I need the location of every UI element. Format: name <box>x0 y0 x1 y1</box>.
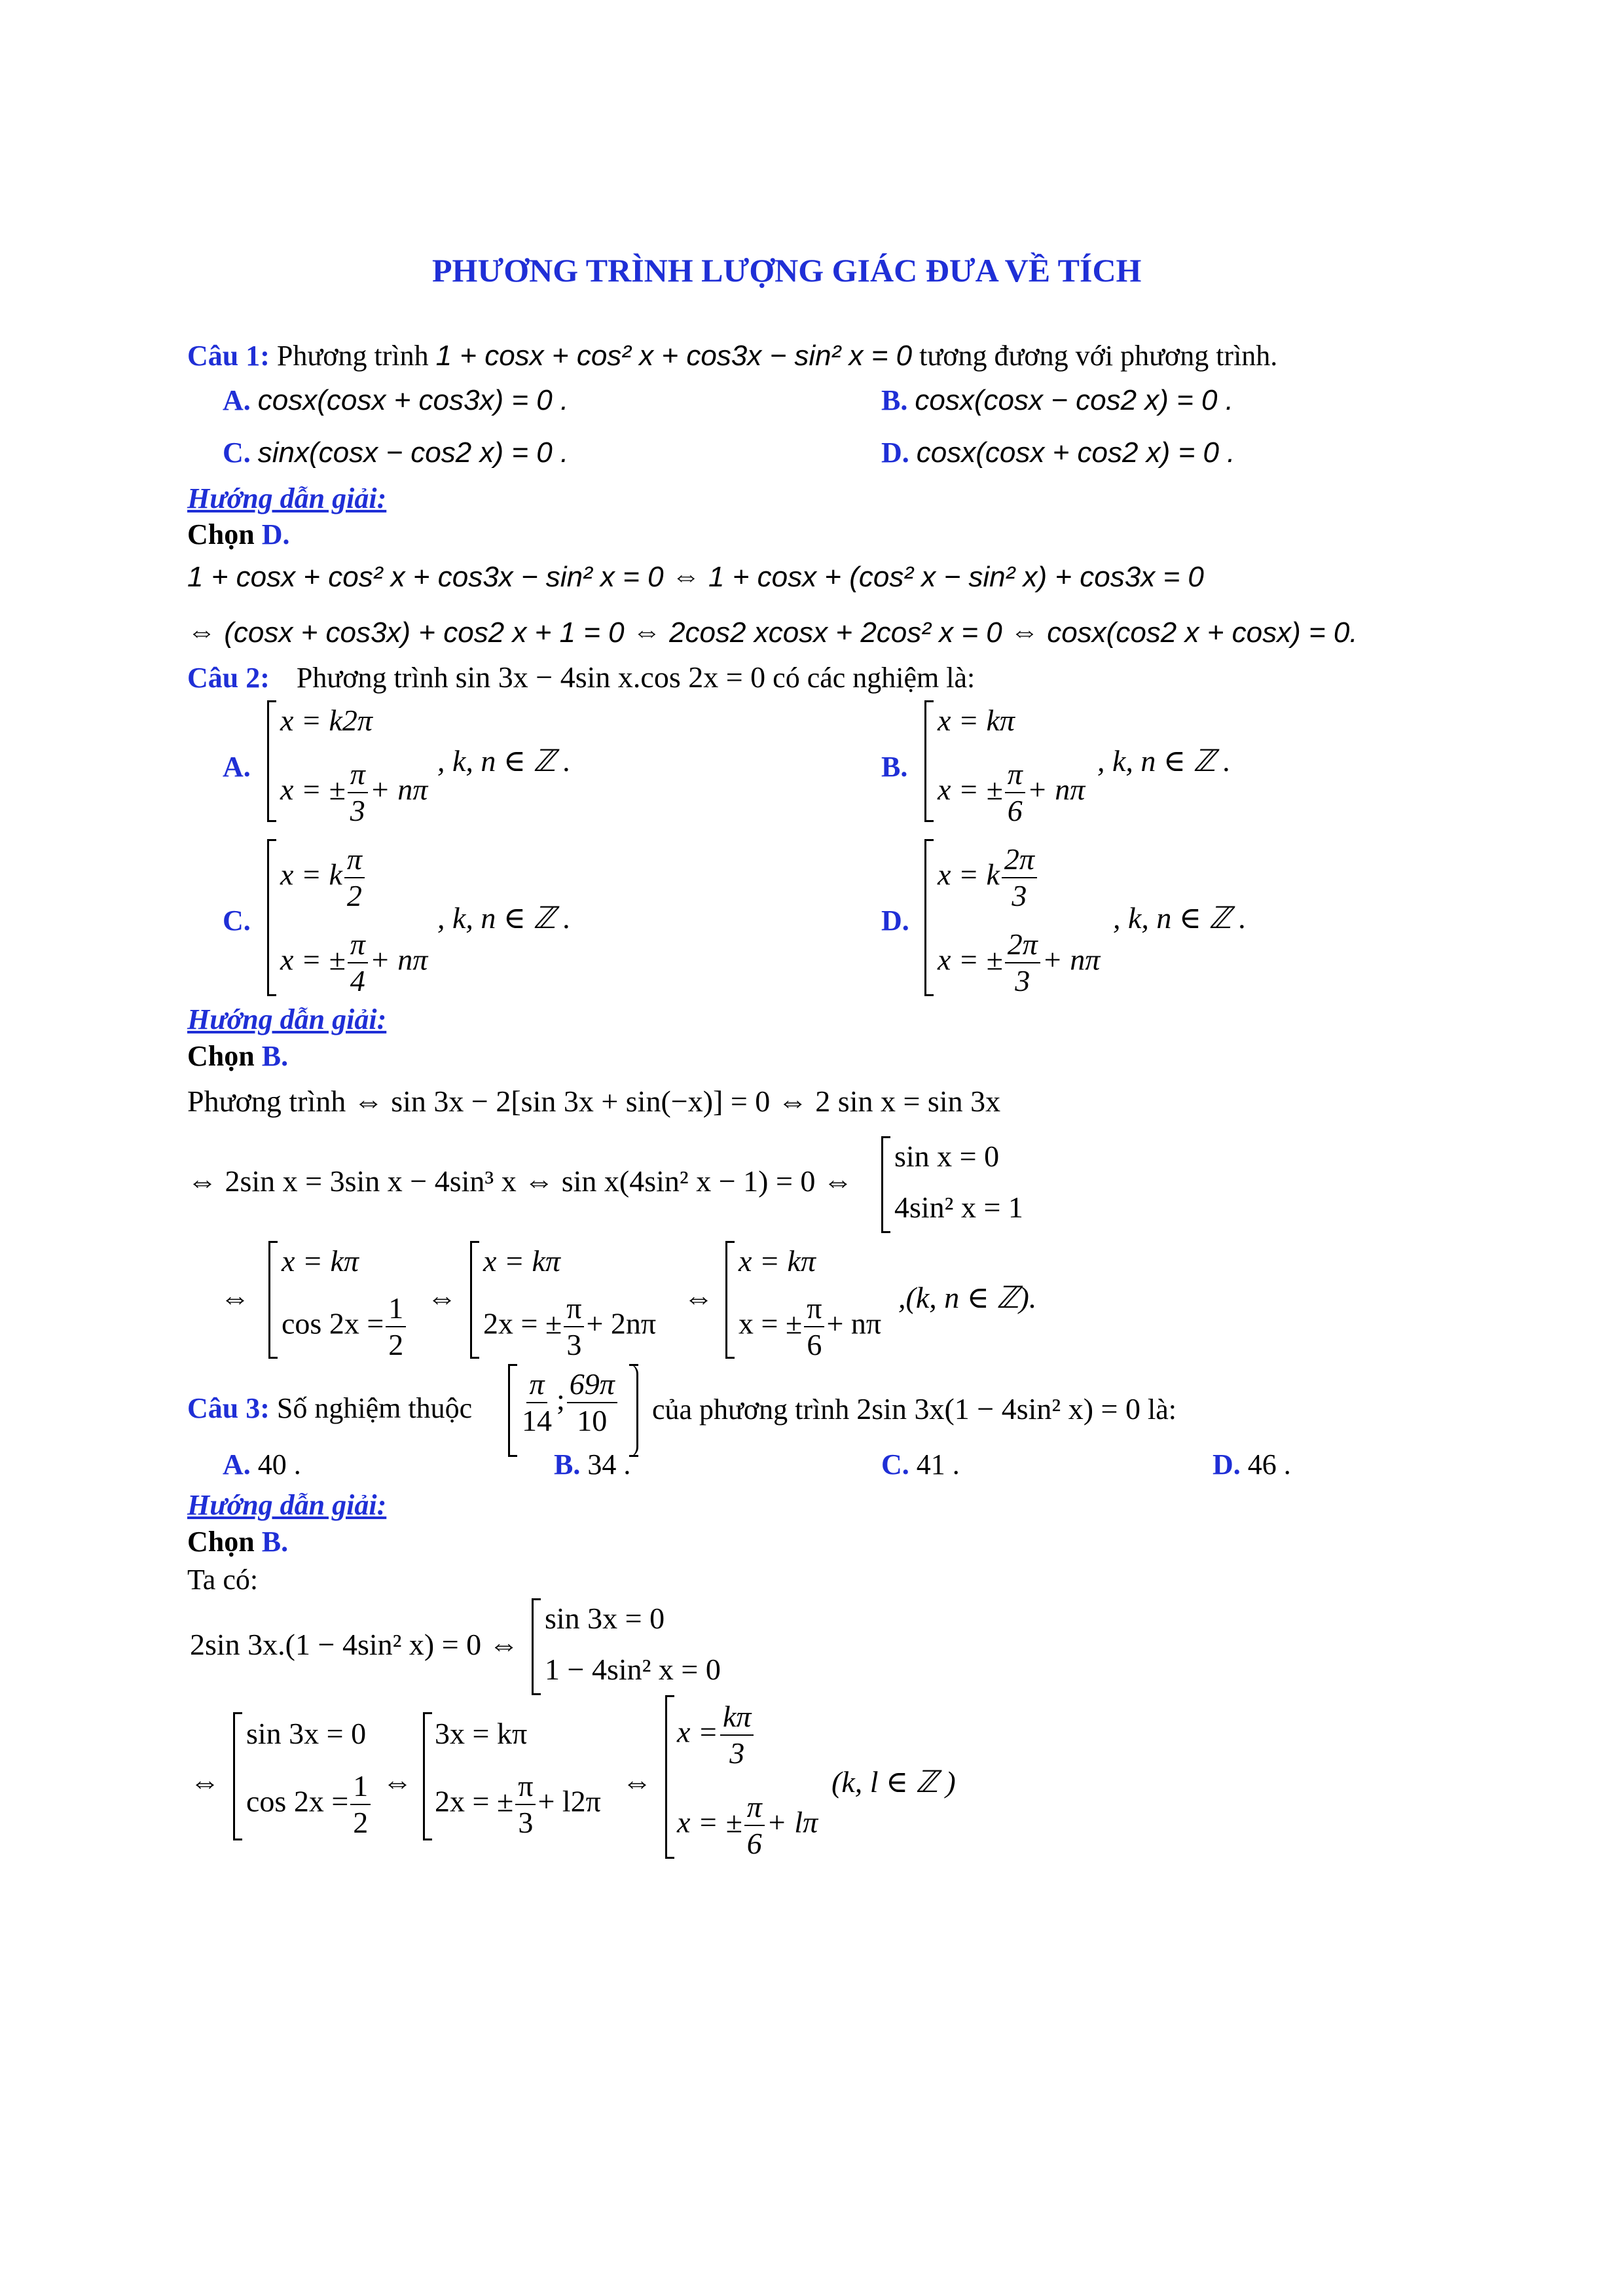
q2-solution-3-b2-post: + 2nπ <box>586 1306 657 1340</box>
q1-option-c-text: sinx(cosx − cos2 x) = 0 . <box>257 437 569 469</box>
q2-option-c-line-2 <box>280 929 428 996</box>
q3-guide-heading: Hướng dẫn giải: <box>187 1489 387 1521</box>
q2-option-c-fraction-1-num: π <box>344 844 365 878</box>
q2-option-c-fraction-2 <box>348 929 368 996</box>
q3-option-d-text: 46 . <box>1247 1448 1291 1480</box>
q2-option-a-line-2-pre: x = ± <box>280 772 346 806</box>
q3-solution-2-c2-fraction <box>744 1792 765 1859</box>
q3-solution-2-b2-den: 3 <box>518 1806 534 1839</box>
q3-stem-rest <box>652 1394 1176 1424</box>
q1-option-d-text: cosx(cosx + cos2 x) = 0 . <box>916 437 1235 469</box>
q1-option-a-label: A. <box>223 384 251 416</box>
q2-option-a-tail: , k, n ∈ ℤ . <box>437 744 571 778</box>
q3-solution-line-1: 2sin 3x.(1 − 4sin² x) = 0 ⇔ <box>190 1628 519 1661</box>
q1-option-d[interactable] <box>881 439 1235 467</box>
q2-solution-2-bracket <box>881 1136 883 1233</box>
q2-stem <box>187 662 975 692</box>
q1-option-c[interactable] <box>223 439 568 467</box>
q2-solution-3-tail: ,(k, n ∈ ℤ). <box>898 1281 1037 1314</box>
q3-solution-2-c1-fraction <box>720 1702 754 1768</box>
q3-solution-2-a2-den: 2 <box>353 1806 369 1839</box>
q3-solution-2-c2-den: 6 <box>746 1827 762 1860</box>
q3-solution-2-c1-den: 3 <box>729 1736 745 1770</box>
q2-solution-3-arrow-3: ⇔ <box>684 1281 714 1314</box>
q3-solution-1-case-1: sin 3x = 0 <box>545 1602 665 1635</box>
q3-interval-start <box>519 1369 555 1436</box>
q2-solution-3-c2-post: + nπ <box>826 1306 882 1340</box>
q2-solution-3-c2-pre: x = ± <box>739 1306 803 1340</box>
q2-option-c-fraction-1 <box>344 844 365 911</box>
q3-solution-2-bracket-1 <box>233 1712 235 1840</box>
q1-option-b-label: B. <box>881 384 908 416</box>
q2-option-c-line-2-post: + nπ <box>369 942 428 977</box>
q1-stem-post: tương đương với phương trình. <box>919 340 1278 372</box>
q2-solution-3-bracket-1 <box>268 1241 270 1359</box>
q2-option-c-bracket <box>267 839 269 996</box>
q1-answer-value: D. <box>261 518 290 550</box>
q1-option-a-text: cosx(cosx + cos3x) = 0 . <box>257 384 569 416</box>
q3-label: Câu 3: <box>187 1392 270 1424</box>
q2-solution-3-c2-fraction <box>804 1293 824 1360</box>
q2-option-b-tail: , k, n ∈ ℤ . <box>1097 744 1231 778</box>
q2-solution-3-b2-fraction <box>564 1293 584 1360</box>
q2-stem-post: có các nghiệm là: <box>773 662 976 694</box>
q2-solution-line-2: ⇔ 2sin x = 3sin x − 4sin³ x ⇔ sin x(4sin² x − 1) = 0 ⇔ <box>187 1164 853 1198</box>
q3-interval-left-bracket <box>508 1364 510 1457</box>
q3-stem-equation: 2sin 3x(1 − 4sin² x) = 0 <box>856 1392 1140 1426</box>
q2-stem-pre: Phương trình <box>296 662 448 694</box>
q2-option-d-line-2-pre: x = ± <box>938 942 1003 977</box>
q3-interval-right-paren <box>629 1364 638 1457</box>
q3-solution-2-a2-pre: cos 2x = <box>246 1784 349 1818</box>
q1-label: Câu 1: <box>187 340 270 372</box>
q3-solution-2-c2 <box>677 1792 818 1859</box>
q2-answer-label: Chọn <box>187 1040 255 1072</box>
q2-option-c-line-1-pre: x = k <box>280 857 342 891</box>
q3-solution-2-b2-fraction <box>515 1771 536 1838</box>
q2-option-c-line-2-pre: x = ± <box>280 942 346 977</box>
page-title: PHƯƠNG TRÌNH LƯỢNG GIÁC ĐƯA VỀ TÍCH <box>432 252 1142 289</box>
q2-solution-3-b2 <box>483 1293 656 1360</box>
q3-solution-2-b2 <box>435 1771 601 1838</box>
q3-option-c-label: C. <box>881 1448 909 1480</box>
q3-solution-1-bracket <box>532 1598 534 1695</box>
q2-solution-3-c2-num: π <box>804 1293 824 1327</box>
q2-solution-3-b2-pre: 2x = ± <box>483 1306 562 1340</box>
q2-solution-3-bracket-2 <box>470 1241 472 1359</box>
q2-option-c-fraction-1-den: 2 <box>346 879 362 912</box>
q3-solution-2-a2-num: 1 <box>350 1771 371 1805</box>
q3-solution-2-arrow-3: ⇔ <box>622 1765 652 1799</box>
q2-solution-3-a2 <box>282 1293 408 1360</box>
q2-option-d-fraction-2-num: 2π <box>1005 929 1040 963</box>
q1-solution-line-1: 1 + cosx + cos² x + cos3x − sin² x = 0 ⇔ 1 + cosx + (cos² x − sin² x) + cos3x = 0 <box>187 561 1204 593</box>
q2-answer <box>187 1042 288 1071</box>
q1-option-b-text: cosx(cosx − cos2 x) = 0 . <box>915 384 1233 416</box>
q2-option-a-line-1: x = k2π <box>280 704 373 737</box>
q3-solution-2-c1 <box>677 1702 756 1768</box>
q2-solution-2-case-1: sin x = 0 <box>894 1139 1000 1173</box>
q3-solution-2-bracket-2 <box>423 1712 425 1840</box>
q2-option-d-fraction-1-num: 2π <box>1002 844 1037 878</box>
q2-option-d-line-1-pre: x = k <box>938 857 1000 891</box>
q2-option-a-label[interactable]: A. <box>223 751 251 783</box>
q3-interval-end-num: 69π <box>567 1369 617 1403</box>
q2-option-c-fraction-2-num: π <box>348 929 368 963</box>
q2-option-d-fraction-1 <box>1002 844 1037 911</box>
q3-solution-2-bracket-3 <box>665 1695 667 1859</box>
q3-solution-2-c1-num: kπ <box>720 1702 754 1736</box>
q3-solution-2-a2 <box>246 1771 373 1838</box>
q3-stem-post: là: <box>1147 1393 1176 1426</box>
q2-solution-3-a2-den: 2 <box>388 1328 404 1361</box>
q2-solution-3-a2-fraction <box>386 1293 406 1360</box>
q3-option-b[interactable] <box>554 1450 630 1479</box>
q2-option-a-line-2-post: + nπ <box>369 772 428 806</box>
q3-solution-2-b2-pre: 2x = ± <box>435 1784 514 1818</box>
q2-solution-3-c2 <box>739 1293 881 1360</box>
q2-solution-3-b1: x = kπ <box>483 1244 560 1278</box>
q2-guide-heading: Hướng dẫn giải: <box>187 1003 387 1035</box>
q2-option-d-label[interactable]: D. <box>881 905 909 937</box>
q3-option-b-text: 34 . <box>587 1448 631 1480</box>
q1-option-d-label: D. <box>881 437 909 469</box>
q3-solution-2-a2-fraction <box>350 1771 371 1838</box>
q3-solution-1-case-2: 1 − 4sin² x = 0 <box>545 1653 721 1686</box>
q2-solution-2-case-2: 4sin² x = 1 <box>894 1191 1023 1224</box>
q2-option-a-fraction-num: π <box>348 759 368 793</box>
q1-guide-heading: Hướng dẫn giải: <box>187 482 387 514</box>
q2-solution-3-a2-pre: cos 2x = <box>282 1306 384 1340</box>
q2-solution-3-c1: x = kπ <box>739 1244 816 1278</box>
q2-solution-3-arrow-2: ⇔ <box>427 1281 457 1314</box>
q3-option-a-text: 40 . <box>257 1448 301 1480</box>
q1-option-a[interactable] <box>223 386 568 415</box>
q2-solution-3-a2-num: 1 <box>386 1293 406 1327</box>
q3-interval <box>517 1369 619 1436</box>
q2-label: Câu 2: <box>187 662 270 694</box>
q3-interval-start-den: 14 <box>522 1404 552 1437</box>
q3-stem-mid: của phương trình <box>652 1393 850 1426</box>
q3-option-c-text: 41 . <box>916 1448 960 1480</box>
q3-option-a-label: A. <box>223 1448 251 1480</box>
q2-option-b-bracket <box>924 700 926 822</box>
q3-solution-2-b2-post: + l2π <box>538 1784 601 1818</box>
q3-solution-2-c2-post: + lπ <box>766 1805 818 1839</box>
q1-option-c-label: C. <box>223 437 251 469</box>
q3-stem-pre: Số nghiệm thuộc <box>276 1392 473 1424</box>
q3-option-a[interactable] <box>223 1450 301 1479</box>
q2-option-b-fraction-den: 6 <box>1007 794 1023 827</box>
q1-stem-equation: 1 + cosx + cos² x + cos3x − sin² x = 0 <box>435 340 913 372</box>
q2-option-b-fraction-num: π <box>1005 759 1025 793</box>
q3-interval-end-den: 10 <box>577 1404 608 1437</box>
q1-answer <box>187 520 290 549</box>
q2-option-a-fraction-den: 3 <box>350 794 365 827</box>
q3-interval-start-num: π <box>526 1369 547 1403</box>
q2-option-d-line-2 <box>938 929 1100 996</box>
q3-option-b-label: B. <box>554 1448 581 1480</box>
q2-option-d-line-1 <box>938 844 1039 911</box>
q3-solution-2-tail: (k, l ∈ ℤ ) <box>831 1765 956 1799</box>
q3-stem-pre-group <box>187 1394 472 1423</box>
q3-solution-2-c1-pre: x = <box>677 1715 718 1749</box>
q2-option-b-label[interactable]: B. <box>881 751 908 783</box>
q3-interval-end <box>567 1369 617 1436</box>
q3-solution-2-arrow-2: ⇔ <box>382 1765 412 1799</box>
q2-stem-equation: sin 3x − 4sin x.cos 2x = 0 <box>455 660 766 694</box>
q2-solution-3-b2-den: 3 <box>566 1328 582 1361</box>
q1-stem <box>187 342 1277 370</box>
q3-solution-2-b1: 3x = kπ <box>435 1717 528 1750</box>
q2-option-c-fraction-2-den: 4 <box>350 964 365 997</box>
q2-option-b-line-2 <box>938 759 1085 826</box>
q2-option-d-fraction-1-den: 3 <box>1012 879 1027 912</box>
q2-option-b-fraction <box>1005 759 1025 826</box>
q2-option-c-label[interactable]: C. <box>223 905 251 937</box>
q1-answer-label: Chọn <box>187 518 255 550</box>
q2-option-b-line-2-pre: x = ± <box>938 772 1003 806</box>
q2-option-d-bracket <box>924 839 926 996</box>
q2-solution-3-bracket-3 <box>725 1241 727 1359</box>
q2-option-c-line-1 <box>280 844 367 911</box>
q3-solution-2-arrow-1: ⇔ <box>190 1765 220 1799</box>
q3-option-c[interactable] <box>881 1450 960 1479</box>
q3-interval-sep: ; <box>556 1382 565 1416</box>
q3-solution-2-b2-num: π <box>515 1771 536 1805</box>
q2-option-d-fraction-2 <box>1005 929 1040 996</box>
q2-option-a-line-2 <box>280 759 428 826</box>
q2-solution-3-c2-den: 6 <box>807 1328 822 1361</box>
q3-answer-label: Chọn <box>187 1526 255 1558</box>
q2-solution-3-a1: x = kπ <box>282 1244 359 1278</box>
q3-answer <box>187 1528 288 1556</box>
q1-solution-line-2: ⇔ (cosx + cos3x) + cos2 x + 1 = 0 ⇔ 2cos2 xcosx + 2cos² x = 0 ⇔ cosx(cos2 x + cosx) = 0. <box>187 617 1358 649</box>
q2-solution-line-1: Phương trình ⇔ sin 3x − 2[sin 3x + sin(−x)] = 0 ⇔ 2 sin x = sin 3x <box>187 1085 1001 1118</box>
q1-option-b[interactable] <box>881 386 1233 415</box>
q2-option-a-bracket <box>267 700 269 822</box>
q3-option-d-label: D. <box>1213 1448 1241 1480</box>
q2-solution-3-arrow-1: ⇔ <box>220 1281 250 1314</box>
q2-option-b-line-1: x = kπ <box>938 704 1015 737</box>
q2-option-d-tail: , k, n ∈ ℤ . <box>1113 901 1247 935</box>
q2-answer-value: B. <box>261 1040 289 1072</box>
q3-solution-2-c2-num: π <box>744 1792 765 1826</box>
q3-solution-2-c2-pre: x = ± <box>677 1805 742 1839</box>
q2-option-b-line-2-post: + nπ <box>1027 772 1085 806</box>
q2-option-d-line-2-post: + nπ <box>1042 942 1101 977</box>
q3-taco: Ta có: <box>187 1564 259 1596</box>
q2-option-c-tail: , k, n ∈ ℤ . <box>437 901 571 935</box>
q2-option-d-fraction-2-den: 3 <box>1015 964 1030 997</box>
q3-answer-value: B. <box>261 1526 289 1558</box>
q2-solution-3-b2-num: π <box>564 1293 584 1327</box>
q3-option-d[interactable] <box>1213 1450 1291 1479</box>
q3-solution-2-a1: sin 3x = 0 <box>246 1717 367 1750</box>
q2-option-a-fraction <box>348 759 368 826</box>
q1-stem-pre: Phương trình <box>276 340 429 372</box>
